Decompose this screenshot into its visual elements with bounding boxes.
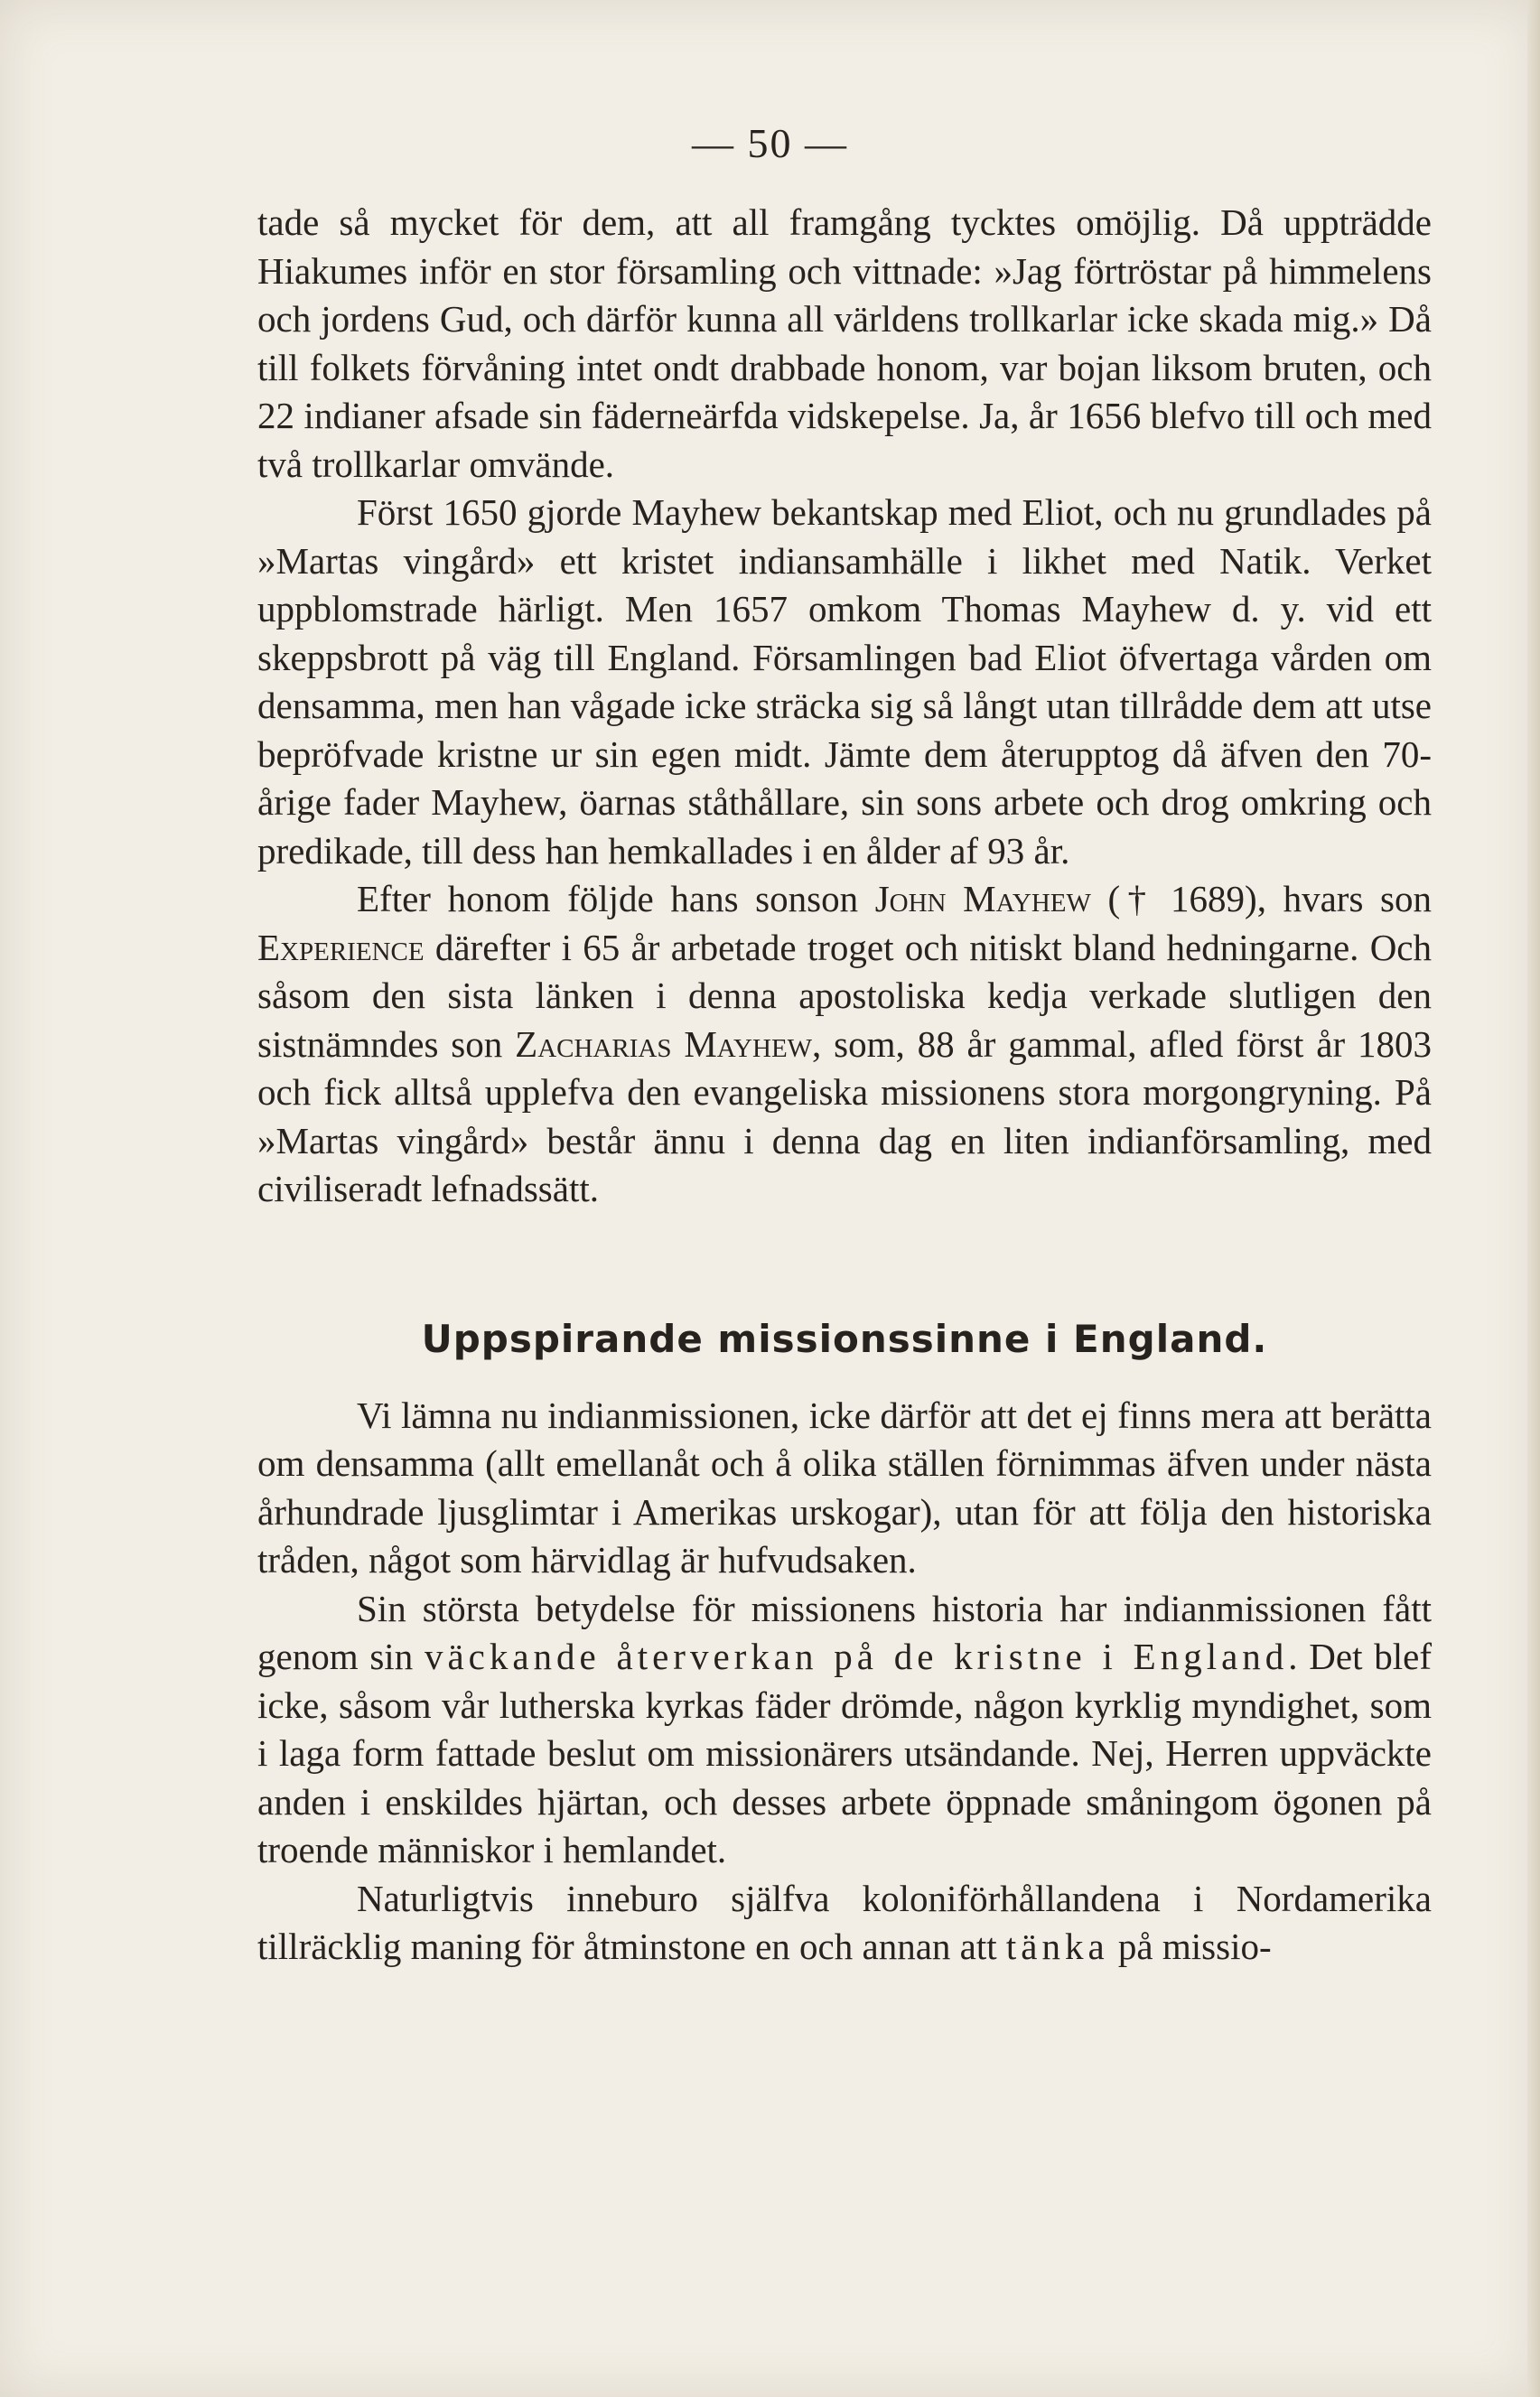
person-name-experience: Experience xyxy=(257,926,425,968)
page-edge xyxy=(1527,0,1540,2397)
paragraph-5 xyxy=(257,1585,1432,1875)
paragraph-1: tade så mycket för dem, att all framgång tycktes omöjlig. Då uppträdde Hiakumes inför en stor församling och vittnade: »Jag förtröstar på himmelens och jordens Gud, och därför kunna all världens trollkarlar icke skada mig.» Då till folkets förvåning intet ondt drabbade honom, var bojan liksom bruten, och 22 indianer afsade sin fädernеärfda vidskepelse. Ja, år 1656 blefvo till och med två trollkarlar omvände. xyxy=(257,201,1432,485)
body-text xyxy=(257,199,1432,1972)
paragraph-4: Vi lämna nu indianmissionen, icke därför att det ej finns mera att berätta om densamma (allt emellanåt och å olika ställen förnimmas äfven under nästa århundrade ljusglimtar i Amerikas urskogar), utan för att följa den historiska tråden, något som härvidlag är hufvudsaken. xyxy=(257,1394,1432,1581)
paragraph-3-text-2: († 1689), hvars son xyxy=(1090,878,1432,919)
section-heading: Uppspirande missionssinne i England. xyxy=(421,1316,1268,1361)
paragraph-6 xyxy=(257,1875,1432,1972)
spaced-emphasis-tanka: tänka xyxy=(1005,1926,1109,1967)
paragraph-5-text-1: Sin största betydelse för missionens historia har indianmissionen fått genom sin xyxy=(257,1587,1432,1677)
person-name-zacharias-mayhew: Zacharias Mayhew xyxy=(515,1022,813,1065)
paragraph-3-text-4: , som, 88 år gammal, afled först år 1803 och fick alltså upplefva den evangeliska missionens stora morgongryning. På »Martas vingård» består ännu i denna dag en liten indianförsamling, med civiliseradt lefnadssätt. xyxy=(257,1022,1432,1209)
page-number: — 50 — xyxy=(692,120,848,166)
paragraph-3-text-3: därefter i 65 år arbetade troget och nitiskt bland hedningarne. Och såsom den sista länken i denna apostoliska kedja verkade slutligen den sistnämndes son xyxy=(257,926,1432,1065)
paragraph-3 xyxy=(257,875,1432,1214)
person-name-john-mayhew: John Mayhew xyxy=(874,878,1091,919)
paragraph-6-text-1: Naturligtvis inneburo själfva koloniförhållandena i Nordamerika tillräcklig maning för åtminstone en och annan att xyxy=(257,1877,1432,1967)
paragraph-5-text-2: . Det blef icke, såsom vår lutherska kyrkas fäder drömde, någon kyrklig myndighet, som i laga form fattade beslut om missionärers utsändande. Nej, Herren uppväckte anden i enskildes hjärtan, och desses arbete öppnade småningom ögonen på troende människor i hemlandet. xyxy=(257,1636,1432,1870)
paragraph-6-text-2: på missio- xyxy=(1108,1926,1272,1967)
spaced-emphasis: väckande återverkan på de kristne i England xyxy=(424,1636,1289,1677)
paragraph-2: Först 1650 gjorde Mayhew bekantskap med Eliot, och nu grundlades på »Martas vingård» ett kristet indiansamhälle i likhet med Natik. Verket uppblomstrade härligt. Men 1657 omkom Thomas Mayhew d. y. vid ett skeppsbrott på väg till England. Församlingen bad Eliot öfvertaga vården om densamma, men han vågade icke sträcka sig så långt utan tillrådde dem att utse bepröfvade kristne ur sin egen midt. Jämte dem återupptog då äfven den 70-årige fader Mayhew, öarnas ståthållare, sin sons arbete och drog omkring och predikade, till dess han hemkallades i en ålder af 93 år. xyxy=(257,491,1432,872)
paragraph-3-text-1: Efter honom följde hans sonson xyxy=(357,878,875,919)
